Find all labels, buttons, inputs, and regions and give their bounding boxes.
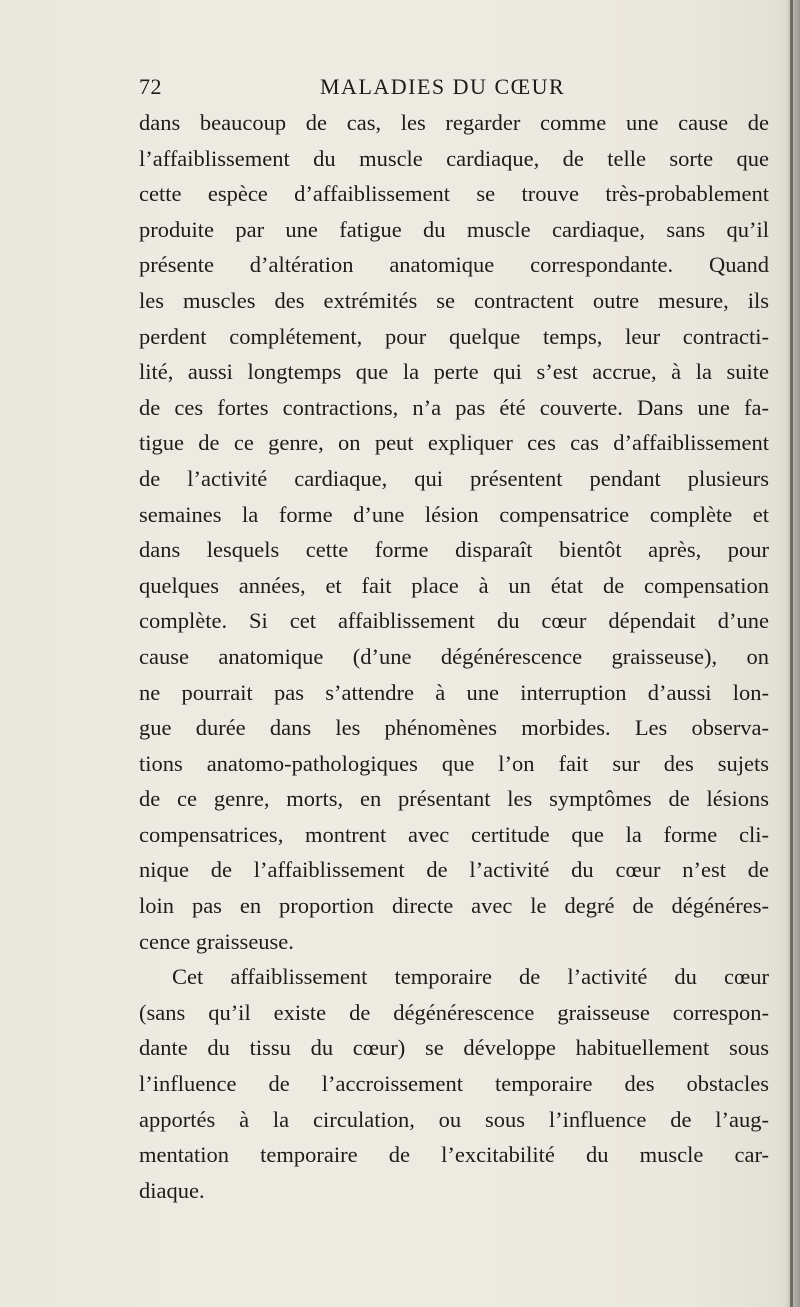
text-line: complète. Si cet affaiblissement du cœur dépendait d’une <box>139 608 769 634</box>
text-line: de l’activité cardiaque, qui présentent pendant plusieurs <box>139 465 769 491</box>
running-head <box>139 74 770 104</box>
text-line: apportés à la circulation, ou sous l’influence de l’aug- <box>139 1106 769 1132</box>
text-line: l’affaiblissement du muscle cardiaque, de telle sorte que <box>139 145 769 171</box>
text-line: compensatrices, montrent avec certitude que la forme cli- <box>139 821 769 847</box>
page-spine-shadow <box>786 0 800 1307</box>
text-line: (sans qu’il existe de dégénérescence graisseuse correspon- <box>139 999 769 1025</box>
text-line: ne pourrait pas s’attendre à une interruption d’aussi lon- <box>139 679 769 705</box>
text-line: les muscles des extrémités se contractent outre mesure, ils <box>139 287 769 313</box>
text-line: loin pas en proportion directe avec le degré de dégénéres- <box>139 893 769 919</box>
text-line: semaines la forme d’une lésion compensatrice complète et <box>139 501 769 527</box>
text-line: diaque. <box>139 1177 205 1203</box>
running-title: MALADIES DU CŒUR <box>320 74 566 99</box>
text-line: dans beaucoup de cas, les regarder comme une cause de <box>139 110 769 135</box>
paragraph-first-line: Cet affaiblissement temporaire de l’activité du cœur <box>172 964 769 990</box>
text-line: produite par une fatigue du muscle cardiaque, sans qu’il <box>139 216 769 242</box>
text-line: nique de l’affaiblissement de l’activité du cœur n’est de <box>139 857 769 883</box>
page-number: 72 <box>139 74 162 99</box>
text-line: présente d’altération anatomique correspondante. Quand <box>139 252 769 278</box>
text-line: lité, aussi longtemps que la perte qui s’est accrue, à la suite <box>139 359 769 385</box>
text-line: dante du tissu du cœur) se développe habituellement sous <box>139 1035 769 1061</box>
page-edge-line <box>790 0 793 1307</box>
text-line: tions anatomo-pathologiques que l’on fait sur des sujets <box>139 750 769 776</box>
text-line: cette espèce d’affaiblissement se trouve très-probablement <box>139 181 769 207</box>
text-line: de ces fortes contractions, n’a pas été couverte. Dans une fa- <box>139 394 769 420</box>
text-line: gue durée dans les phénomènes morbides. Les observa- <box>139 715 769 741</box>
text-line: mentation temporaire de l’excitabilité du muscle car- <box>139 1142 769 1168</box>
text-line: cence graisseuse. <box>139 928 294 954</box>
body-text <box>139 105 769 1208</box>
text-line: quelques années, et fait place à un état de compensation <box>139 572 769 598</box>
text-line: cause anatomique (d’une dégénérescence graisseuse), on <box>139 643 769 669</box>
text-line: de ce genre, morts, en présentant les symptômes de lésions <box>139 786 769 812</box>
text-line: perdent complétement, pour quelque temps, leur contracti- <box>139 323 769 349</box>
text-line: tigue de ce genre, on peut expliquer ces cas d’affaiblissement <box>139 430 769 456</box>
text-line: dans lesquels cette forme disparaît bientôt après, pour <box>139 537 769 563</box>
text-line: l’influence de l’accroissement temporaire des obstacles <box>139 1071 769 1097</box>
